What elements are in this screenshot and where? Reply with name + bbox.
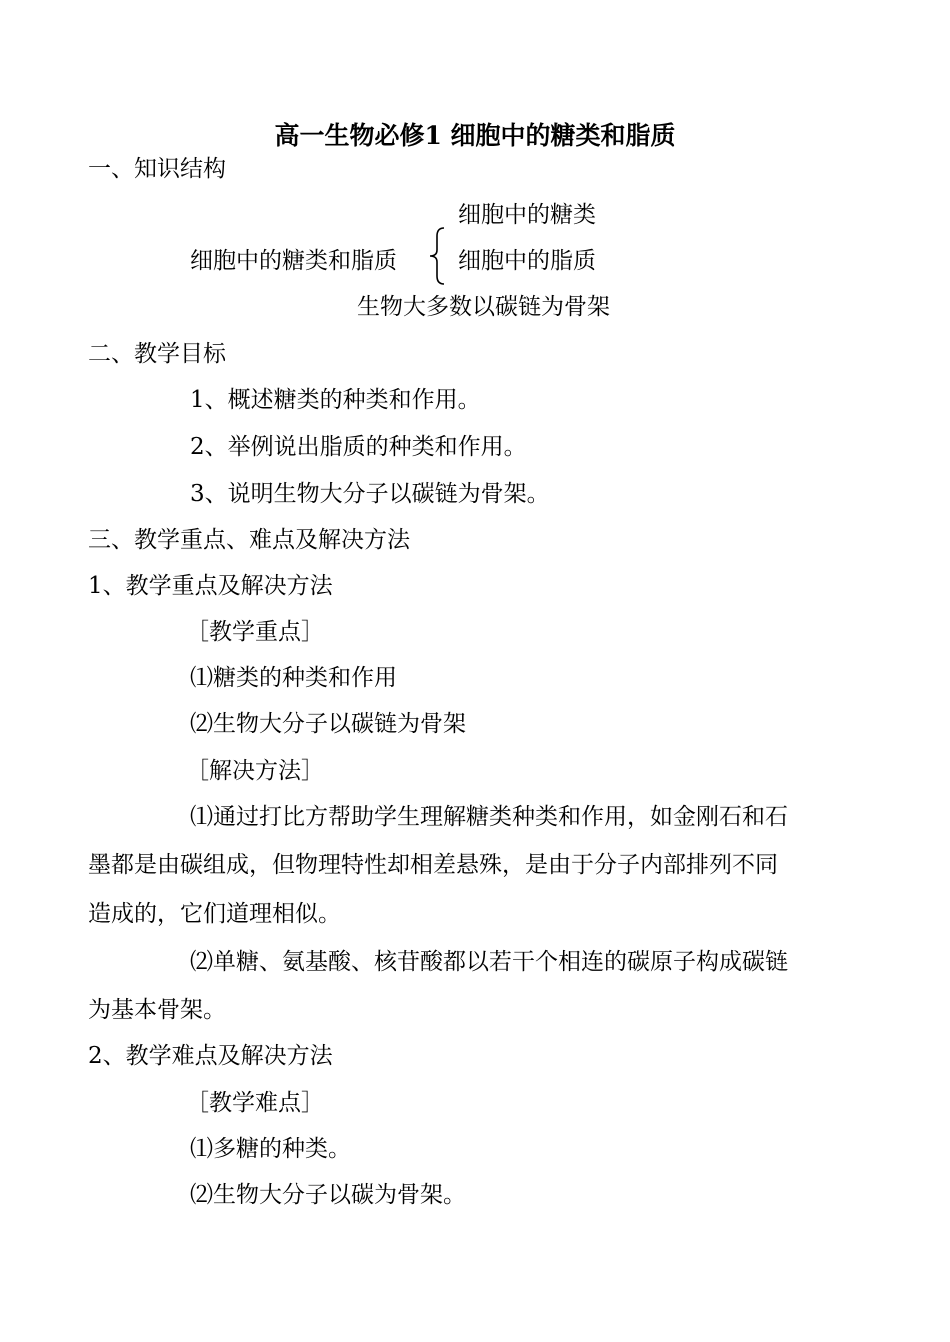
goal-item: 1、概述糖类的种类和作用。 — [190, 387, 481, 413]
diagram-branch-carbon-chain: 生物大多数以碳链为骨架 — [357, 294, 610, 320]
paragraph-line: 造成的，它们道理相似。 — [88, 901, 341, 927]
section-heading-key-points: 三、教学重点、难点及解决方法 — [88, 527, 410, 553]
paragraph-line: 为基本骨架。 — [88, 997, 226, 1023]
subsection-heading-key-points: 1、教学重点及解决方法 — [88, 573, 333, 599]
diagram-branch-sugars: 细胞中的糖类 — [458, 202, 596, 228]
page-title: 高一生物必修1 细胞中的糖类和脂质 — [274, 121, 676, 150]
paragraph-line: 墨都是由碳组成，但物理特性却相差悬殊，是由于分子内部排列不同 — [88, 852, 778, 878]
key-point-item: ⑵生物大分子以碳链为骨架 — [190, 711, 466, 737]
section-heading-knowledge-structure: 一、知识结构 — [88, 156, 226, 182]
section-heading-teaching-goals: 二、教学目标 — [88, 341, 226, 367]
difficulties-label: ［教学难点］ — [186, 1090, 324, 1116]
difficulty-item: ⑴多糖的种类。 — [190, 1136, 351, 1162]
diagram-branch-lipids: 细胞中的脂质 — [458, 248, 596, 274]
diagram-root-label: 细胞中的糖类和脂质 — [190, 248, 397, 274]
goal-item: 2、举例说出脂质的种类和作用。 — [190, 434, 527, 460]
methods-label: ［解决方法］ — [186, 758, 324, 784]
curly-brace-icon — [426, 226, 448, 286]
key-point-item: ⑴糖类的种类和作用 — [190, 665, 397, 691]
goal-item: 3、说明生物大分子以碳链为骨架。 — [190, 481, 550, 507]
paragraph-line: ⑴通过打比方帮助学生理解糖类种类和作用，如金刚石和石 — [190, 804, 788, 830]
subsection-heading-difficulties: 2、教学难点及解决方法 — [88, 1043, 333, 1069]
key-points-label: ［教学重点］ — [186, 619, 324, 645]
difficulty-item: ⑵生物大分子以碳为骨架。 — [190, 1182, 466, 1208]
paragraph-line: ⑵单糖、氨基酸、核苷酸都以若干个相连的碳原子构成碳链 — [190, 949, 788, 975]
